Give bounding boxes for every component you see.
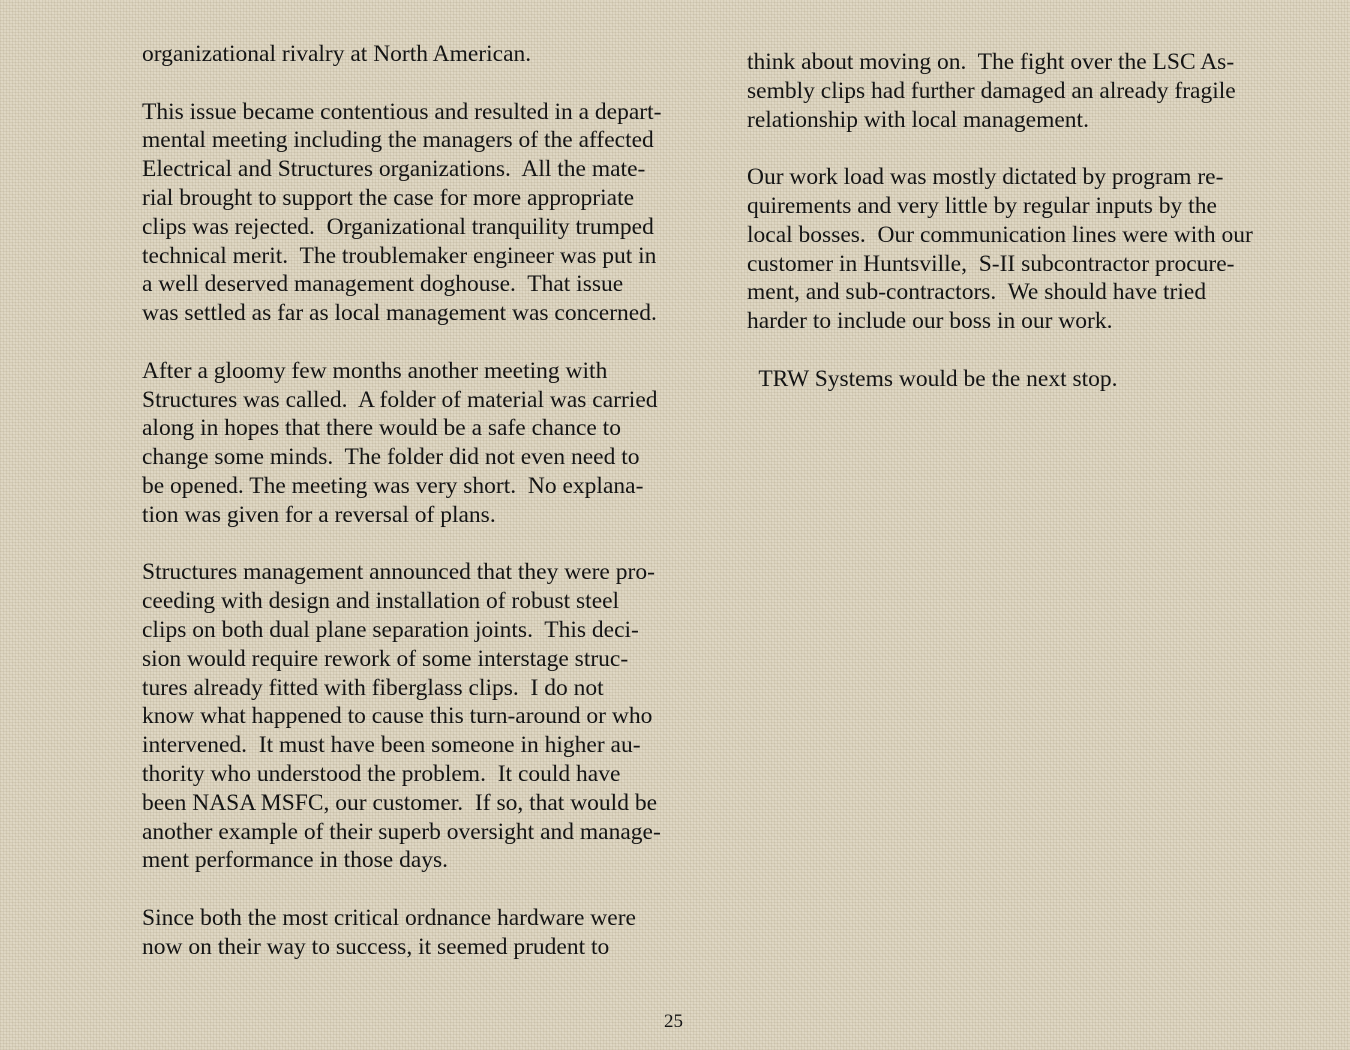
text-line: Structures management announced that they were pro- (142, 559, 655, 586)
paragraph (747, 365, 1317, 394)
paragraph (747, 163, 1317, 336)
text-line: been NASA MSFC, our customer. If so, that would be (142, 789, 658, 816)
paragraph (142, 40, 712, 69)
text-line: tion was given for a reversal of plans. (142, 501, 496, 528)
text-line: be opened. The meeting was very short. No explana- (142, 472, 644, 499)
paragraph (747, 48, 1317, 134)
paragraph (142, 558, 712, 875)
text-line: customer in Huntsville, S-II subcontractor procure- (747, 250, 1235, 277)
text-line: clips was rejected. Organizational tranquility trumped (142, 213, 654, 240)
text-line: harder to include our boss in our work. (747, 308, 1113, 335)
text-line: intervened. It must have been someone in higher au- (142, 732, 641, 759)
text-line: relationship with local management. (747, 106, 1089, 133)
text-line: tures already fitted with fiberglass clips. I do not (142, 674, 604, 701)
text-line: local bosses. Our communication lines were with our (747, 221, 1253, 248)
text-line: was settled as far as local management was concerned. (142, 300, 657, 327)
page-number: 25 (664, 1011, 683, 1032)
text-line: ceeding with design and installation of robust steel (142, 588, 620, 615)
paragraph (142, 904, 712, 962)
text-line: ment performance in those days. (142, 847, 449, 874)
text-line: This issue became contentious and resulted in a depart- (142, 98, 662, 125)
text-line: organizational rivalry at North American. (142, 41, 532, 67)
text-line: Electrical and Structures organizations. All the mate- (142, 156, 646, 183)
text-line: sion would require rework of some interstage struc- (142, 645, 629, 672)
text-line: mental meeting including the managers of the affected (142, 127, 654, 154)
text-line: Structures was called. A folder of material was carried (142, 386, 658, 413)
text-line: technical merit. The troublemaker engineer was put in (142, 242, 657, 269)
text-line: quirements and very little by regular inputs by the (747, 192, 1217, 219)
right-text-column (747, 48, 1317, 422)
text-line: ment, and sub-contractors. We should have tried (747, 279, 1207, 306)
text-line: another example of their superb oversight and manage- (142, 818, 661, 845)
paragraph (142, 357, 712, 530)
text-line: Our work load was mostly dictated by program re- (747, 164, 1224, 191)
text-line: change some minds. The folder did not even need to (142, 444, 640, 471)
text-line: now on their way to success, it seemed prudent to (142, 933, 610, 960)
text-line: thority who understood the problem. It could have (142, 760, 621, 787)
text-line: think about moving on. The fight over the LSC As- (747, 49, 1235, 75)
paragraph (142, 98, 712, 328)
text-line: TRW Systems would be the next stop. (747, 365, 1118, 392)
text-line: Since both the most critical ordnance hardware were (142, 904, 636, 931)
text-line: sembly clips had further damaged an already fragile (747, 77, 1236, 104)
text-line: along in hopes that there would be a safe chance to (142, 415, 621, 442)
text-line: know what happened to cause this turn-around or who (142, 703, 653, 730)
left-text-column (142, 40, 712, 990)
text-line: After a gloomy few months another meeting with (142, 357, 608, 384)
text-line: a well deserved management doghouse. That issue (142, 271, 624, 298)
text-line: clips on both dual plane separation joints. This deci- (142, 616, 639, 643)
text-line: rial brought to support the case for more appropriate (142, 184, 635, 211)
